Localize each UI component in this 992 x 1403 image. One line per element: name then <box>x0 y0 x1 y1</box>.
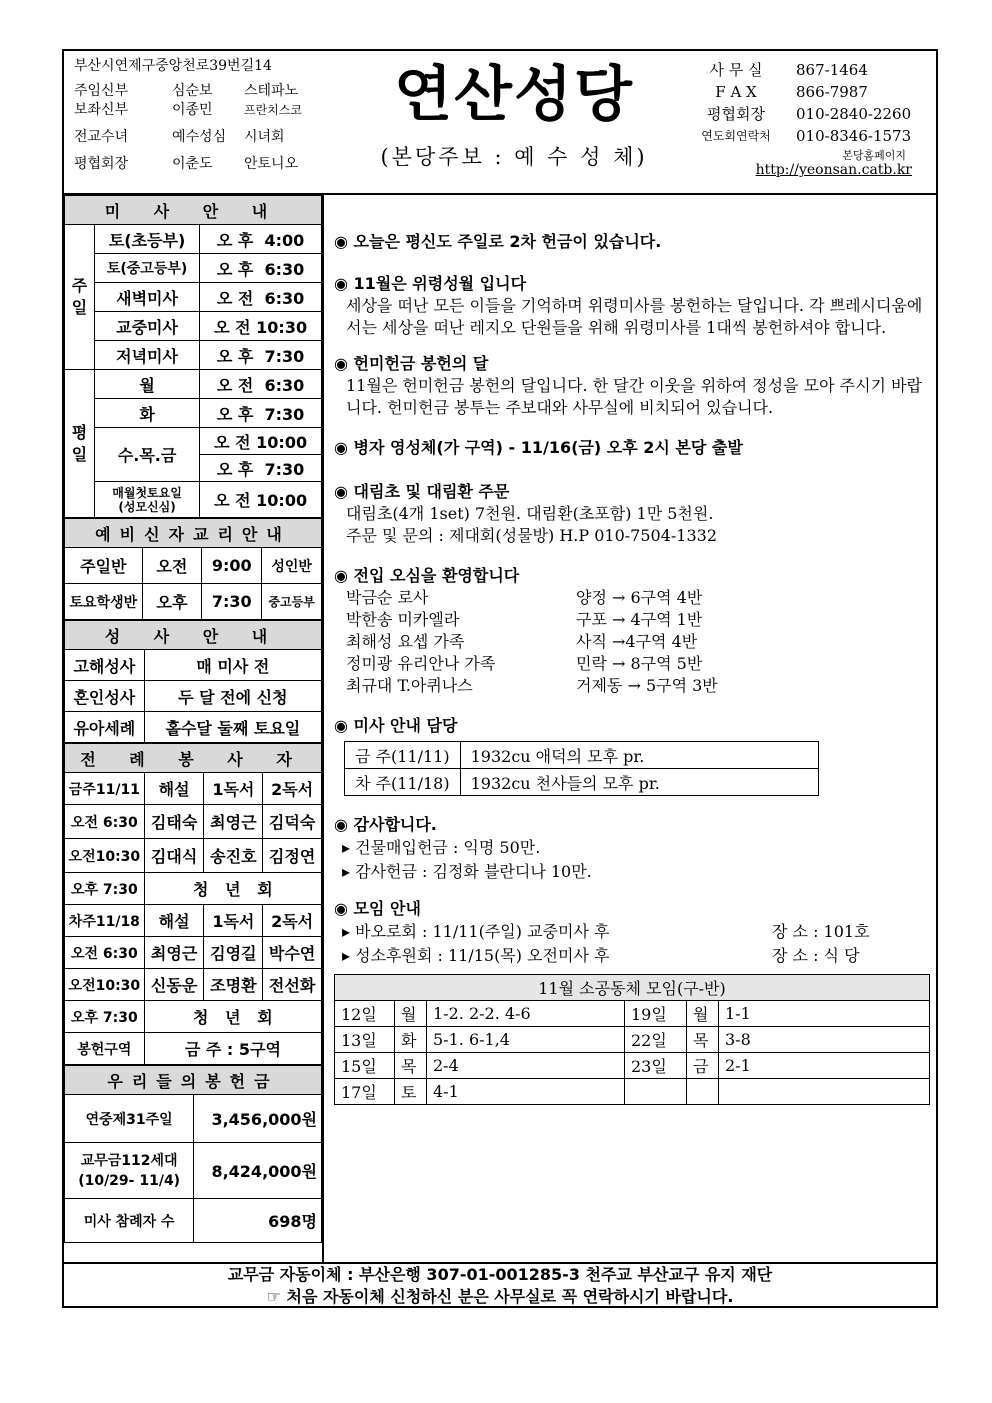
minister-week: 차주11/18 <box>65 905 145 937</box>
list-item: ▸ 성소후원회 : 11/15(목) 오전미사 후 장 소 : 식 당 <box>342 946 860 965</box>
notice-item <box>334 273 934 339</box>
notice-item <box>334 565 934 697</box>
list-item: 최해성 요셉 가족 사직 →4구역 4반 <box>346 632 698 651</box>
class-time: 9:00 <box>202 548 262 584</box>
contact-value: 866-7987 <box>796 83 868 101</box>
contact-row <box>676 81 936 103</box>
table-row: 15일 목 2-4 23일 금 2-1 <box>335 1053 930 1079</box>
parish-title: 연산성당 <box>394 60 634 130</box>
mass-time: 오 전 6:30 <box>200 370 322 399</box>
minister-name: 김덕숙 <box>263 805 322 839</box>
contact-value: 010-8346-1573 <box>796 127 912 145</box>
small-group-table <box>334 974 930 1105</box>
staff-name: 이종민 <box>172 102 213 118</box>
class-time: 7:30 <box>202 584 262 620</box>
contact-label: 사 무 실 <box>709 61 763 79</box>
offerings-table <box>64 1065 322 1243</box>
staff-role: 평협회장 <box>74 156 129 172</box>
minister-name: 최영근 <box>204 805 263 839</box>
notice-item <box>334 481 934 547</box>
minister-name: 전선화 <box>263 969 322 1001</box>
mass-name: 월 <box>94 370 199 399</box>
table-row: 금 주(11/11) 1932cu 애덕의 모후 pr. <box>345 742 819 769</box>
list-item: 최규대 T.아퀴나스 거제동 → 5구역 3반 <box>346 676 718 695</box>
contact-label: 평협회장 <box>707 105 765 123</box>
list-item: ▸ 감사헌금 : 김정화 블란디나 10만. <box>342 862 592 881</box>
minister-name: 김정연 <box>263 839 322 873</box>
notice-body: 11월은 헌미헌금 봉헌의 달입니다. 한 달간 이웃을 위하여 정성을 모아 주시기 바랍니다. 헌미헌금 봉투는 주보대와 사무실에 비치되어 있습니다. <box>346 376 922 417</box>
bulletin-frame <box>62 49 938 1308</box>
offerings-heading: 우리들의봉헌금 <box>65 1066 322 1095</box>
staff-row <box>74 82 354 101</box>
sacraments-table <box>64 620 322 743</box>
mass-time: 오 후 4:00 <box>200 225 322 254</box>
newcomer-list <box>334 587 934 697</box>
staff-extra: 스테파노 <box>244 83 299 99</box>
minister-time: 오전10:30 <box>65 969 145 1001</box>
notice-item <box>334 814 934 884</box>
staff-name: 심순보 <box>172 83 213 99</box>
minister-name: 조명환 <box>204 969 263 1001</box>
bulletin-subtitle: (본당주보 : 예 수 성 체) <box>380 145 648 169</box>
sacrament-info: 매 미사 전 <box>144 650 321 681</box>
offering-label: 연중제31주일 <box>65 1095 194 1143</box>
list-item: 박금순 로사 양정 → 6구역 4반 <box>346 588 703 607</box>
minister-name: 김태숙 <box>144 805 204 839</box>
minister-time: 오후 7:30 <box>65 1001 145 1033</box>
notices <box>334 231 934 1105</box>
contact-row <box>676 125 936 147</box>
mass-time: 오 전 10:30 <box>200 312 322 341</box>
minister-name: 최영근 <box>144 937 204 969</box>
parish-info <box>74 57 354 174</box>
autopay-info: 교무금 자동이체 : 부산은행 307-01-001285-3 천주교 부산교구 유지 재단 <box>227 1265 773 1284</box>
attendance-label: 미사 참례자 수 <box>65 1199 194 1243</box>
notice-item <box>334 715 934 796</box>
sacrament-name: 혼인성사 <box>65 681 145 712</box>
staff-row <box>74 101 354 120</box>
sacraments-heading: 성 사 안 내 <box>65 621 322 650</box>
staff-extra: 시녀회 <box>244 129 285 145</box>
staff-name: 예수성심 <box>172 129 227 145</box>
table-row: 12일 월 1-2. 2-2. 4-6 19일 월 1-1 <box>335 1001 930 1027</box>
staff-role: 전교수녀 <box>74 129 129 145</box>
small-group-heading: 11월 소공동체 모임(구-반) <box>335 975 930 1001</box>
homepage-label: 본당홈페이지 <box>842 149 906 162</box>
homepage-link[interactable]: http://yeonsan.catb.kr <box>755 162 912 178</box>
contact-label: F A X <box>715 83 757 101</box>
minister-role: 2독서 <box>263 905 322 937</box>
mass-schedule-table <box>64 195 322 518</box>
minister-name: 신동운 <box>144 969 204 1001</box>
mass-name: 수.목.금 <box>94 428 199 482</box>
minister-role: 1독서 <box>204 905 263 937</box>
weekday-label: 평일 <box>65 370 95 518</box>
minister-group: 청 년 회 <box>144 1001 321 1033</box>
minister-name: 김대식 <box>144 839 204 873</box>
sacrament-name: 유아세례 <box>65 712 145 743</box>
contact-row <box>676 59 936 81</box>
notice-title: ◉ 전입 오심을 환영합니다 <box>334 566 520 585</box>
notice-title: ◉ 모임 안내 <box>334 899 421 918</box>
minister-time: 오전 6:30 <box>65 937 145 969</box>
mass-heading: 미 사 안 내 <box>65 196 322 225</box>
class-name: 토요학생반 <box>65 584 143 620</box>
mass-time: 오 전 10:00 <box>200 482 322 518</box>
table-row: 17일 토 4-1 <box>335 1079 930 1105</box>
title-block <box>364 55 664 171</box>
notice-line: 대림초(4개 1set) 7천원. 대림환(초포함) 1만 5천원. <box>346 504 714 523</box>
mass-name: 토(초등부) <box>94 225 199 254</box>
staff-extra: 안토니오 <box>244 156 299 172</box>
list-item: 박한송 미카엘라 구포 → 4구역 1반 <box>346 610 703 629</box>
minister-time: 오전 6:30 <box>65 805 145 839</box>
catechumen-table <box>64 518 322 620</box>
staff-role: 보좌신부 <box>74 102 129 118</box>
minister-role: 1독서 <box>204 773 263 805</box>
mass-name: 매월첫토요일 (성모신심) <box>94 482 199 518</box>
notice-item <box>334 231 934 253</box>
offering-value: 3,456,000원 <box>194 1095 322 1143</box>
list-item: 정미광 유리안나 가족 민락 → 8구역 5반 <box>346 654 703 673</box>
minister-time: 오후 7:30 <box>65 873 145 905</box>
notice-title: ◉ 대림초 및 대림환 주문 <box>334 482 510 501</box>
address: 부산시연제구중앙천로39번길14 <box>74 58 272 74</box>
mass-time: 오 후 6:30 <box>200 254 322 283</box>
contact-value: 867-1464 <box>796 61 868 79</box>
notice-item <box>334 437 934 459</box>
autopay-notice: ☞ 처음 자동이체 신청하신 분은 사무실로 꼭 연락하시기 바랍니다. <box>266 1287 734 1306</box>
mass-time: 오 후 7:30 <box>200 341 322 370</box>
notice-title: ◉ 미사 안내 담당 <box>334 716 458 735</box>
mass-time: 오 후 7:30 <box>200 455 322 482</box>
notice-title: ◉ 11월은 위령성월 입니다 <box>334 274 527 293</box>
notice-title: ◉ 감사합니다. <box>334 815 437 834</box>
minister-role: 해설 <box>144 773 204 805</box>
notice-line: 주문 및 문의 : 제대회(성물방) H.P 010-7504-1332 <box>346 526 718 545</box>
mass-time: 오 전 10:00 <box>200 428 322 455</box>
table-row: 13일 화 5-1. 6-1,4 22일 목 3-8 <box>335 1027 930 1053</box>
contacts <box>676 59 936 178</box>
attendance-value: 698명 <box>194 1199 322 1243</box>
staff-role: 주임신부 <box>74 83 129 99</box>
contact-value: 010-2840-2260 <box>796 105 912 123</box>
notice-title: ◉ 병자 영성체(가 구역) - 11/16(금) 오후 2시 본당 출발 <box>334 438 743 457</box>
minister-group: 청 년 회 <box>144 873 321 905</box>
notice-title: ◉ 오늘은 평신도 주일로 2차 헌금이 있습니다. <box>334 232 662 251</box>
class-ampm: 오후 <box>142 584 202 620</box>
offering-district-value: 금 주 : 5구역 <box>144 1033 321 1065</box>
bulletin-footer <box>64 1262 936 1306</box>
sunday-label: 주일 <box>65 225 95 370</box>
class-group: 중고등부 <box>262 584 322 620</box>
table-row: 차 주(11/18) 1932cu 천사들의 모후 pr. <box>345 769 819 796</box>
notice-title: ◉ 헌미헌금 봉헌의 달 <box>334 354 489 373</box>
bulletin-header <box>64 51 936 195</box>
minister-role: 해설 <box>144 905 204 937</box>
ministers-heading: 전 례 봉 사 자 <box>65 744 322 773</box>
staff-extra: 프란치스코 <box>244 103 302 117</box>
mass-time: 오 전 6:30 <box>200 283 322 312</box>
list-item: ▸ 바오로회 : 11/11(주일) 교중미사 후 장 소 : 101호 <box>342 922 870 941</box>
catechumen-heading: 예비신자교리안내 <box>65 519 322 548</box>
minister-name: 김영길 <box>204 937 263 969</box>
notice-item <box>334 898 934 968</box>
list-item: ▸ 건물매입헌금 : 익명 50만. <box>342 838 541 857</box>
minister-time: 오전10:30 <box>65 839 145 873</box>
class-group: 성인반 <box>262 548 322 584</box>
mass-time: 오 후 7:30 <box>200 399 322 428</box>
notice-item <box>334 353 934 419</box>
minister-name: 송진호 <box>204 839 263 873</box>
staff-row <box>74 128 354 147</box>
mass-name: 화 <box>94 399 199 428</box>
mass-guide-table <box>344 741 819 796</box>
class-ampm: 오전 <box>142 548 202 584</box>
offering-label: 교무금112세대 (10/29- 11/4) <box>65 1143 194 1199</box>
mass-name: 새벽미사 <box>94 283 199 312</box>
minister-role: 2독서 <box>263 773 322 805</box>
sacrament-info: 두 달 전에 신청 <box>144 681 321 712</box>
minister-name: 박수연 <box>263 937 322 969</box>
offering-district-label: 봉헌구역 <box>65 1033 145 1065</box>
mass-name: 토(중고등부) <box>94 254 199 283</box>
contact-row <box>676 103 936 125</box>
ministers-table <box>64 743 322 1065</box>
mass-name: 교중미사 <box>94 312 199 341</box>
contact-label: 연도회연락처 <box>701 129 771 143</box>
mass-name: 저녁미사 <box>94 341 199 370</box>
staff-row <box>74 155 354 174</box>
left-column <box>64 195 324 1262</box>
notice-body: 세상을 떠난 모든 이들을 기억하며 위령미사를 봉헌하는 달입니다. 각 쁘레시디움에서는 세상을 떠난 레지오 단원들을 위해 위령미사를 1대씩 봉헌하셔야 합니다. <box>346 296 923 337</box>
staff-name: 이춘도 <box>172 156 213 172</box>
minister-week: 금주11/11 <box>65 773 145 805</box>
offering-value: 8,424,000원 <box>194 1143 322 1199</box>
sacrament-info: 홀수달 둘째 토요일 <box>144 712 321 743</box>
sacrament-name: 고해성사 <box>65 650 145 681</box>
class-name: 주일반 <box>65 548 143 584</box>
